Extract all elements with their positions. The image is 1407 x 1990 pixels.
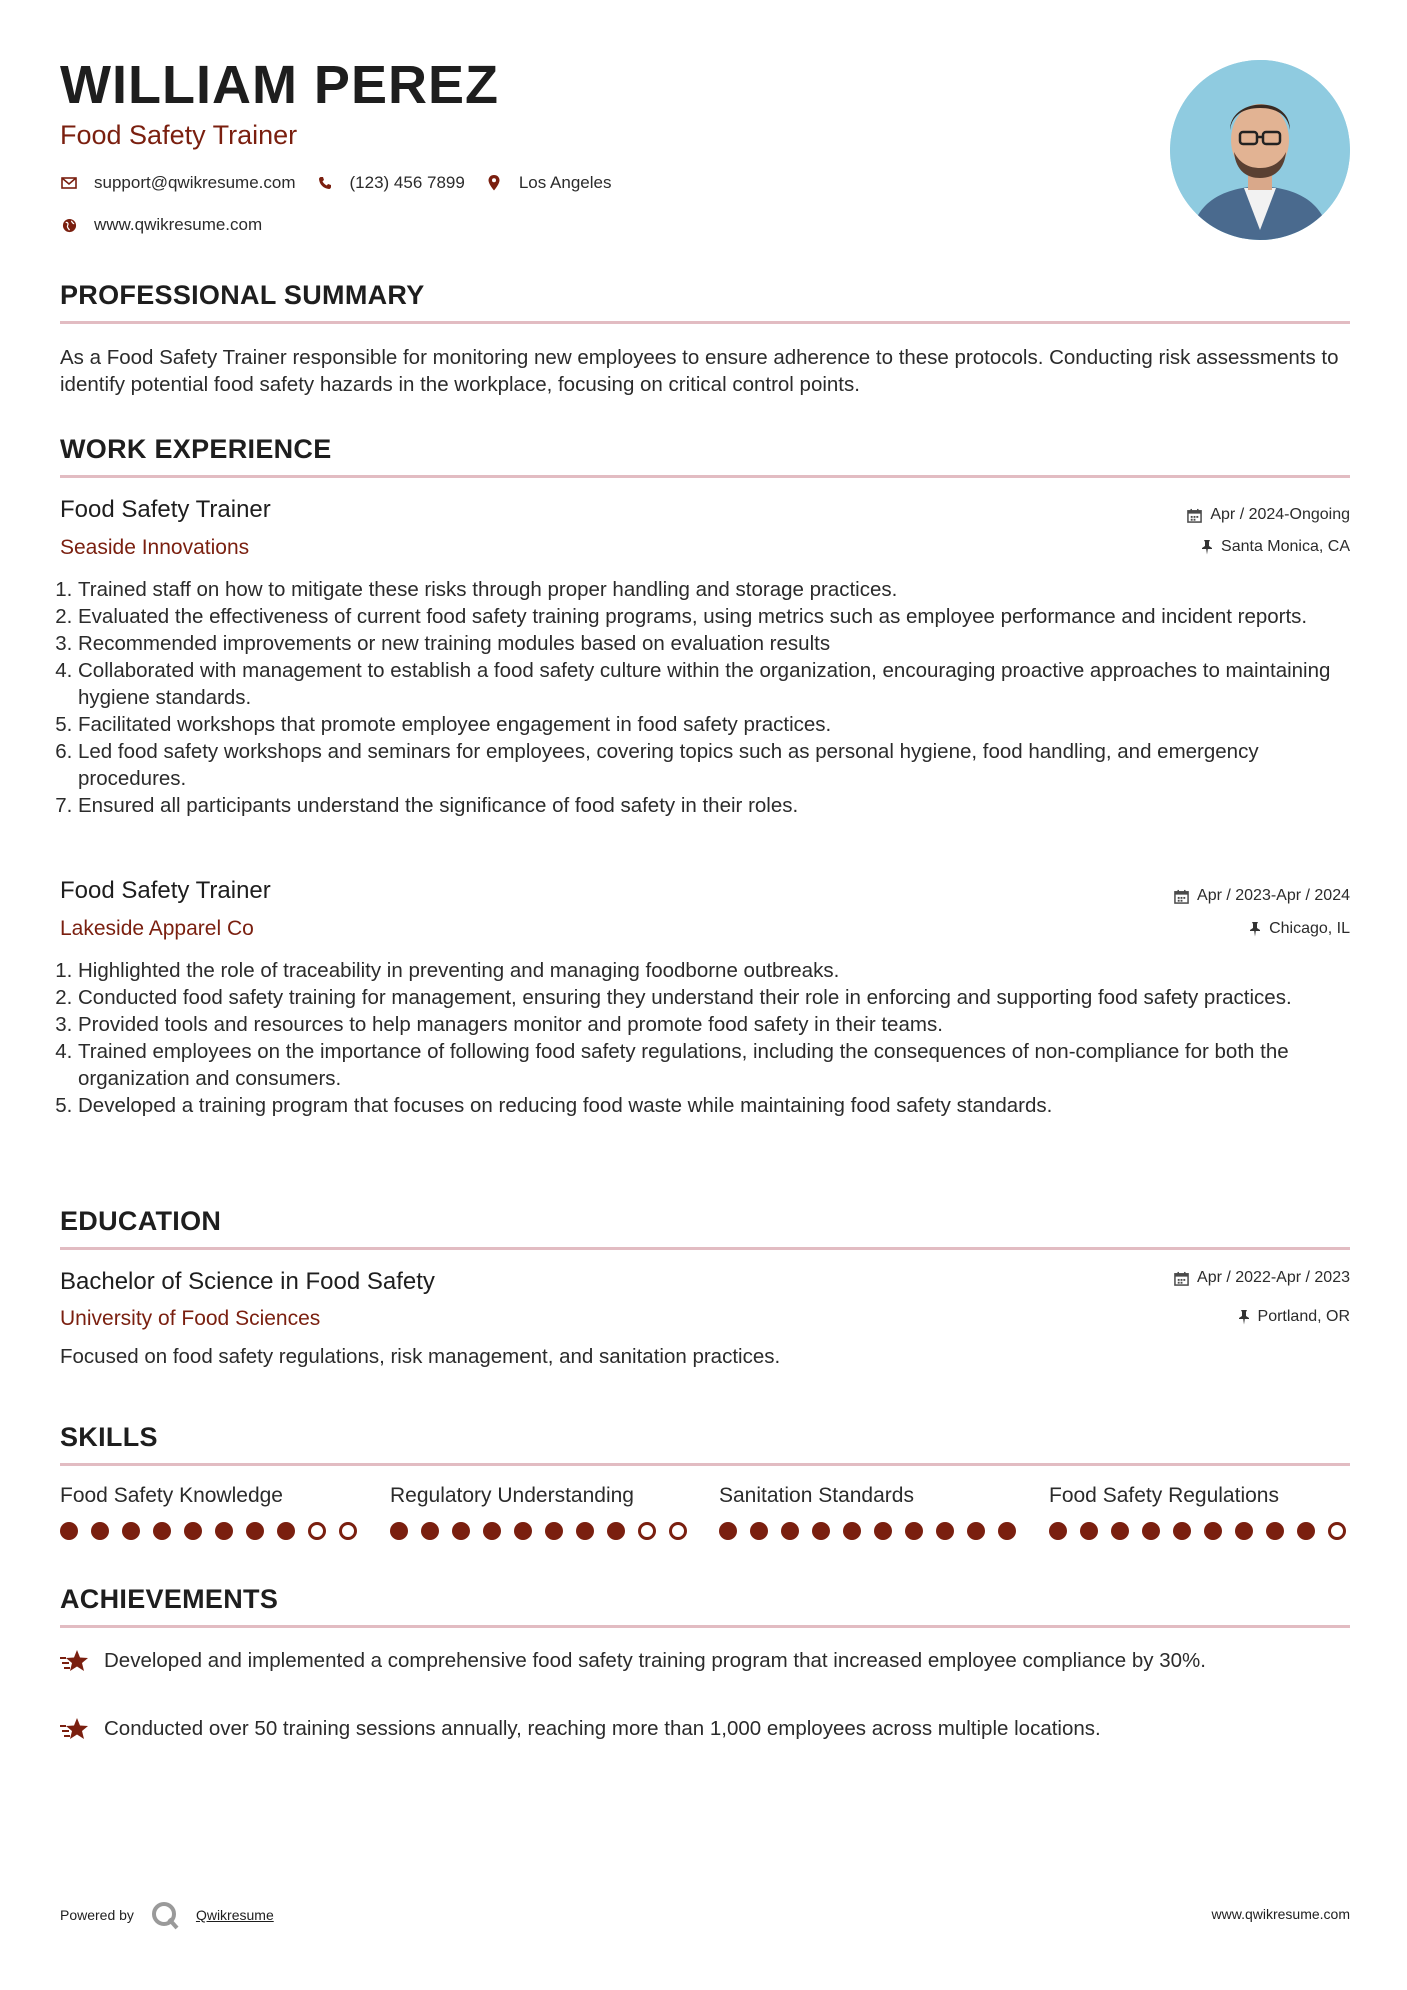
rating-dot-filled	[1173, 1522, 1191, 1540]
footer-powered-by	[60, 1900, 274, 1930]
rating-dot-filled	[936, 1522, 954, 1540]
map-pin-icon	[485, 174, 503, 192]
section-title-experience: WORK EXPERIENCE	[60, 434, 1350, 478]
calendar-icon	[1187, 508, 1202, 523]
rating-dot-filled	[246, 1522, 264, 1540]
rating-dot-empty	[669, 1522, 687, 1540]
achievement-item	[60, 1715, 1350, 1748]
education-location	[1238, 1308, 1350, 1326]
rating-dot-empty	[1328, 1522, 1346, 1540]
summary-text: As a Food Safety Trainer responsible for monitoring new employees to ensure adherence to these protocols. Conducting risk assessments to identify potential food safety hazards in the workplace, focusing on critical control points.	[60, 346, 1339, 396]
list-item: 5. Developed a training program that focuses on reducing food waste while maintaining food safety standards.	[78, 1092, 1368, 1119]
section-title-achievements: ACHIEVEMENTS	[60, 1584, 1350, 1628]
profile-photo	[1170, 60, 1350, 240]
rating-dot-filled	[1266, 1522, 1284, 1540]
rating-dot-filled	[719, 1522, 737, 1540]
rating-dot-filled	[1049, 1522, 1067, 1540]
skill-item	[390, 1484, 690, 1540]
rating-dot-filled	[452, 1522, 470, 1540]
phone-icon	[316, 174, 334, 192]
list-item: 1. Trained staff on how to mitigate these risks through proper handling and storage practices.	[78, 576, 1368, 603]
rating-dot-empty	[308, 1522, 326, 1540]
job-dates	[1187, 506, 1350, 524]
job-location	[1249, 920, 1350, 938]
skill-rating	[719, 1522, 1019, 1540]
rating-dot-filled	[1111, 1522, 1129, 1540]
education-dates	[1174, 1269, 1350, 1287]
skill-name: Sanitation Standards	[719, 1484, 914, 1507]
rating-dot-filled	[514, 1522, 532, 1540]
rating-dot-filled	[781, 1522, 799, 1540]
skill-name: Food Safety Regulations	[1049, 1484, 1279, 1507]
star-icon	[60, 1717, 92, 1748]
list-item: 4. Trained employees on the importance of following food safety regulations, including the consequences of non-compliance for both the organization and consumers.	[78, 1038, 1368, 1092]
list-item: 3. Provided tools and resources to help managers monitor and promote food safety in their teams.	[78, 1011, 1368, 1038]
globe-icon	[60, 216, 78, 234]
section-title-skills: SKILLS	[60, 1422, 1350, 1466]
skill-rating	[1049, 1522, 1349, 1540]
job-bullets	[60, 576, 1368, 819]
list-item: 5. Facilitated workshops that promote employee engagement in food safety practices.	[78, 711, 1368, 738]
rating-dot-filled	[1297, 1522, 1315, 1540]
job-dates-text: Apr / 2023-Apr / 2024	[1197, 887, 1350, 904]
list-item: 4. Collaborated with management to establish a food safety culture within the organization, encouraging proactive approaches to maintaining hygiene standards.	[78, 657, 1368, 711]
school-name: University of Food Sciences	[60, 1307, 321, 1330]
rating-dot-filled	[153, 1522, 171, 1540]
list-item: 1. Highlighted the role of traceability in preventing and managing foodborne outbreaks.	[78, 957, 1368, 984]
star-icon	[60, 1649, 92, 1680]
job-title: Food Safety Trainer	[60, 877, 271, 904]
rating-dot-filled	[812, 1522, 830, 1540]
skill-name: Food Safety Knowledge	[60, 1484, 283, 1507]
job-location-text: Chicago, IL	[1269, 920, 1350, 937]
job-bullets	[60, 957, 1368, 1119]
rating-dot-filled	[390, 1522, 408, 1540]
footer-website[interactable]: www.qwikresume.com	[1211, 1906, 1350, 1922]
candidate-name: WILLIAM PEREZ	[60, 55, 499, 115]
rating-dot-filled	[277, 1522, 295, 1540]
rating-dot-filled	[91, 1522, 109, 1540]
qwikresume-link[interactable]: Qwikresume	[195, 1907, 274, 1923]
list-item: 7. Ensured all participants understand the significance of food safety in their roles.	[78, 792, 1368, 819]
pushpin-icon	[1249, 921, 1261, 937]
contact-website[interactable]: www.qwikresume.com	[94, 215, 263, 234]
rating-dot-filled	[874, 1522, 892, 1540]
section-title-education: EDUCATION	[60, 1206, 1350, 1250]
rating-dot-filled	[1235, 1522, 1253, 1540]
rating-dot-filled	[998, 1522, 1016, 1540]
skill-rating	[390, 1522, 690, 1540]
job-dates	[1174, 887, 1350, 905]
achievement-item	[60, 1647, 1350, 1680]
rating-dot-filled	[576, 1522, 594, 1540]
education-description: Focused on food safety regulations, risk management, and sanitation practices.	[60, 1345, 781, 1368]
skill-item	[1049, 1484, 1349, 1540]
section-title-summary: PROFESSIONAL SUMMARY	[60, 280, 1350, 324]
skill-rating	[60, 1522, 360, 1540]
rating-dot-filled	[607, 1522, 625, 1540]
rating-dot-filled	[905, 1522, 923, 1540]
rating-dot-filled	[60, 1522, 78, 1540]
education-location-text: Portland, OR	[1257, 1308, 1350, 1325]
job-company: Seaside Innovations	[60, 536, 250, 559]
job-location	[1201, 538, 1350, 556]
rating-dot-filled	[483, 1522, 501, 1540]
achievement-text: Conducted over 50 training sessions annually, reaching more than 1,000 employees across multiple locations.	[104, 1717, 1101, 1740]
rating-dot-filled	[1080, 1522, 1098, 1540]
skill-name: Regulatory Understanding	[390, 1484, 634, 1507]
rating-dot-filled	[545, 1522, 563, 1540]
rating-dot-empty	[339, 1522, 357, 1540]
rating-dot-filled	[750, 1522, 768, 1540]
website-row	[60, 215, 282, 235]
list-item: 2. Conducted food safety training for management, ensuring they understand their role in enforcing and supporting food safety practices.	[78, 984, 1368, 1011]
list-item: 2. Evaluated the effectiveness of current food safety training programs, using metrics such as employee performance and incident reports.	[78, 603, 1368, 630]
skill-item	[719, 1484, 1019, 1540]
list-item: 6. Led food safety workshops and seminars for employees, covering topics such as personal hygiene, food handling, and emergency procedures.	[78, 738, 1368, 792]
job-location-text: Santa Monica, CA	[1221, 538, 1350, 555]
pushpin-icon	[1238, 1309, 1250, 1325]
rating-dot-empty	[638, 1522, 656, 1540]
contact-email[interactable]: support@qwikresume.com	[94, 173, 296, 192]
resume-page	[60, 0, 1350, 1990]
qwikresume-logo	[150, 1900, 180, 1930]
rating-dot-filled	[421, 1522, 439, 1540]
contact-location: Los Angeles	[518, 173, 612, 192]
rating-dot-filled	[122, 1522, 140, 1540]
job-company: Lakeside Apparel Co	[60, 917, 254, 940]
calendar-icon	[1174, 889, 1189, 904]
degree-title: Bachelor of Science in Food Safety	[60, 1268, 435, 1295]
calendar-icon	[1174, 1271, 1189, 1286]
rating-dot-filled	[967, 1522, 985, 1540]
rating-dot-filled	[184, 1522, 202, 1540]
envelope-icon	[60, 174, 78, 192]
rating-dot-filled	[1204, 1522, 1222, 1540]
pushpin-icon	[1201, 539, 1213, 555]
achievement-text: Developed and implemented a comprehensive food safety training program that increased employee compliance by 30%.	[104, 1649, 1206, 1672]
contact-phone[interactable]: (123) 456 7899	[349, 173, 465, 192]
contact-row	[60, 173, 631, 193]
rating-dot-filled	[215, 1522, 233, 1540]
rating-dot-filled	[843, 1522, 861, 1540]
rating-dot-filled	[1142, 1522, 1160, 1540]
powered-by-label: Powered by	[60, 1907, 134, 1923]
skill-item	[60, 1484, 360, 1540]
list-item: 3. Recommended improvements or new training modules based on evaluation results	[78, 630, 1368, 657]
education-dates-text: Apr / 2022-Apr / 2023	[1197, 1269, 1350, 1286]
job-dates-text: Apr / 2024-Ongoing	[1210, 506, 1350, 523]
job-title: Food Safety Trainer	[60, 496, 271, 523]
candidate-title: Food Safety Trainer	[60, 120, 298, 150]
